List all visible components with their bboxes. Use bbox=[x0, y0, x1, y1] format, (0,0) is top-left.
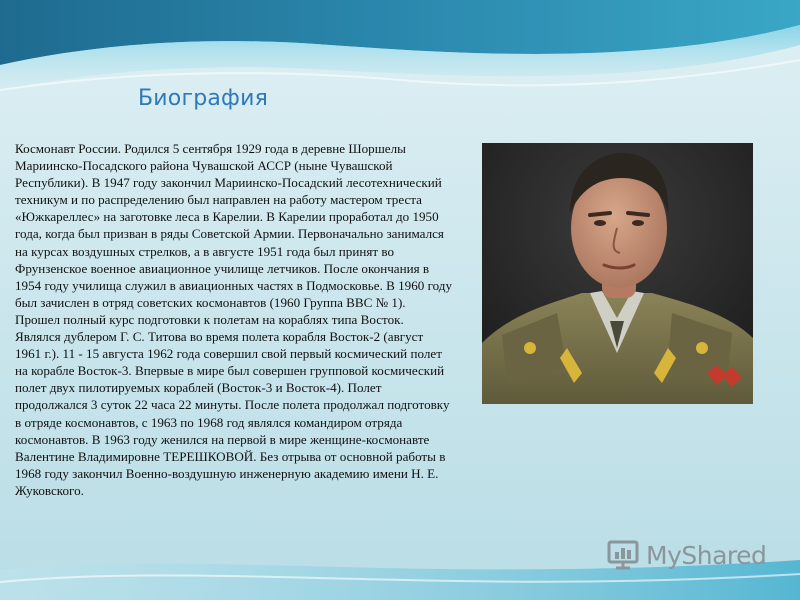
myshared-logo-icon bbox=[606, 538, 640, 572]
biography-text: Космонавт России. Родился 5 сентября 1929 года в деревне Шоршелы Мариинско-Посадского района Чувашской АССР (ныне Чувашской Республики). В 1947 году закончил Мариинско-Посадский лесотехнический техникум и по распределению был направлен на работу мастером треста «Южкареллес» на заготовке леса в Карелии. В Карелии проработал до 1950 года, когда был призван в ряды Советской Армии. Первоначально занимался на курсах воздушных стрелков, а в августе 1951 года был принят во Фрунзенское военное авиационное училище летчиков. После окончания в 1954 году училища служил в авиационных частях в Подмосковье. В 1960 году был зачислен в отряд советских космонавтов (1960 Группа ВВС № 1). Прошел полный курс подготовки к полетам на кораблях типа Восток. Являлся дублером Г. С. Титова во время полета корабля Восток-2 (август 1961 г.). 11 - 15 августа 1962 года совершил свой первый космический полет на корабле Восток-3. Впервые в мире был совершен групповой космический полет двух пилотируемых кораблей (Восток-3 и Восток-4). Полет продолжался 3 суток 22 часа 22 минуты. После полета продолжал подготовку в отряде космонавтов, с 1963 по 1968 год являлся командиром отряда космонавтов. В 1963 году женился на первой в мире женщине-космонавте Валентине Владимировне ТЕРЕШКОВОЙ. Без отрыва от основной работы в 1968 году закончил Военно-воздушную инженерную академию имени Н. Е. Жуковского. bbox=[15, 141, 453, 498]
watermark-text: MyShared bbox=[646, 540, 767, 570]
top-wave-decoration bbox=[0, 0, 800, 120]
slide-title: Биография bbox=[138, 86, 268, 111]
portrait-photo bbox=[482, 143, 753, 404]
myshared-watermark bbox=[606, 538, 766, 572]
portrait-image bbox=[482, 143, 753, 404]
